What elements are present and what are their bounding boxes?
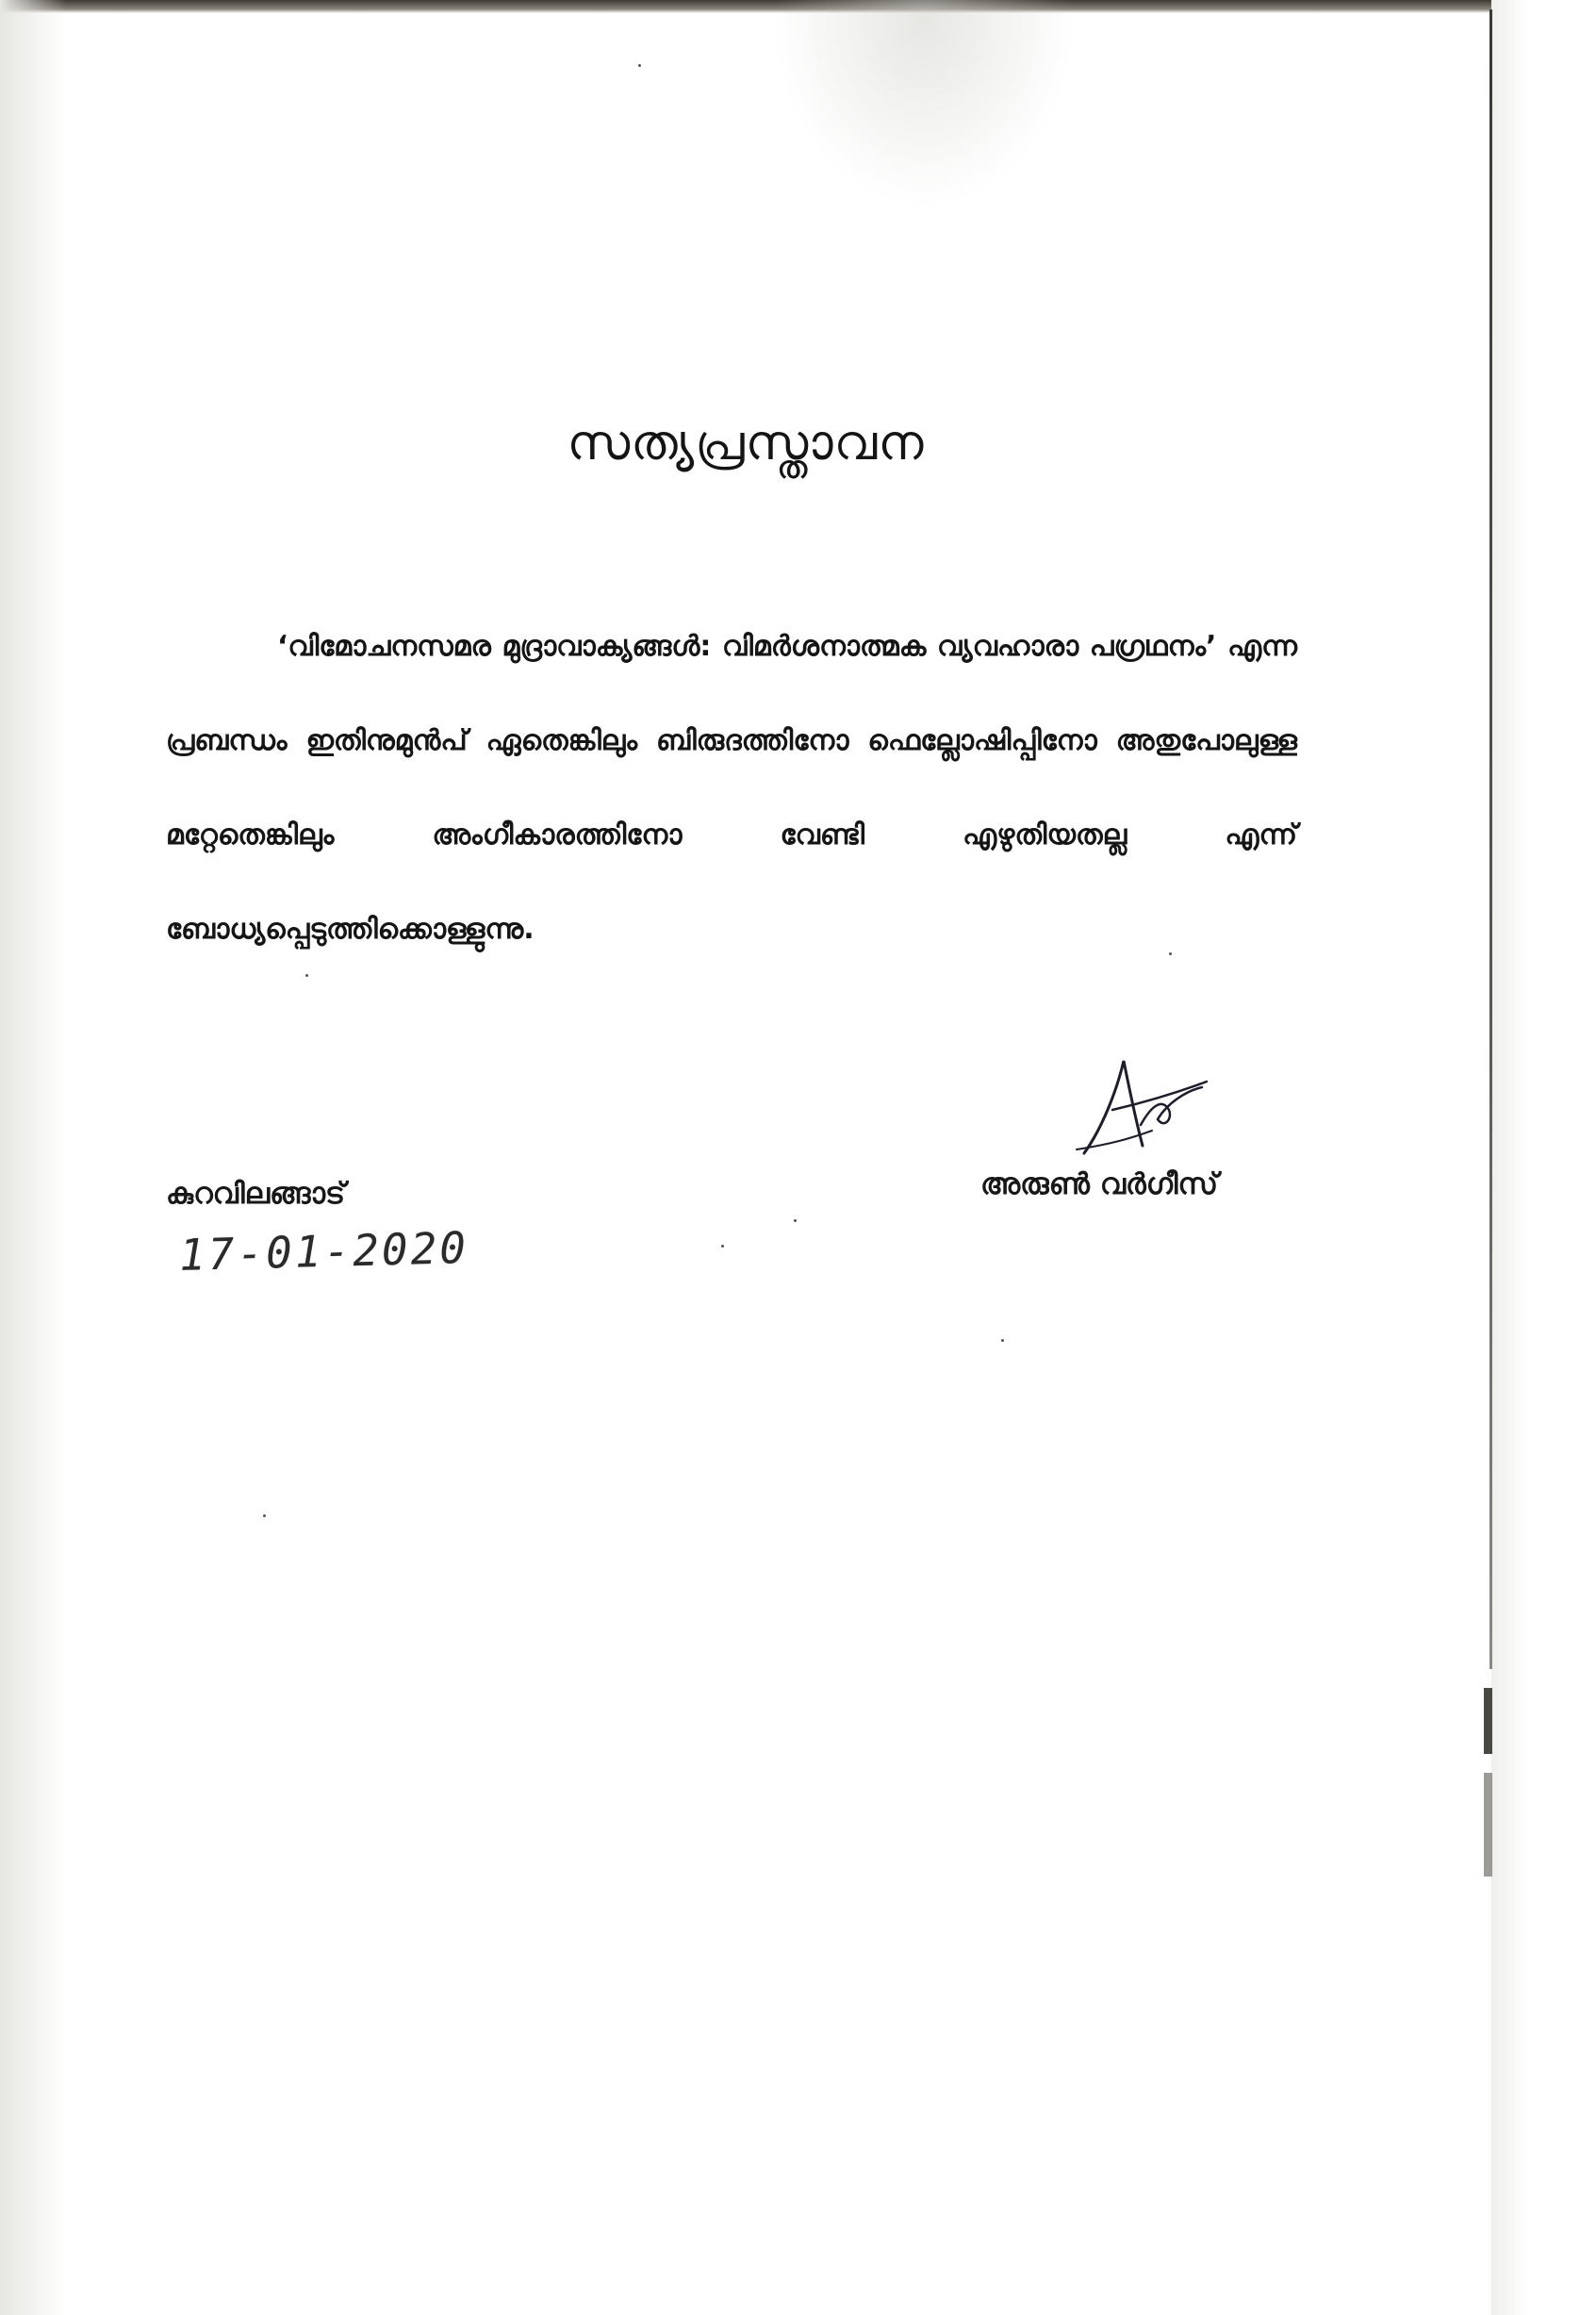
dust-speck bbox=[638, 64, 641, 67]
scan-left-shadow bbox=[0, 0, 66, 2315]
declaration-paragraph: ‘വിമോചനസമര മുദ്രാവാക്യങ്ങൾ: വിമർശനാത്മക വ്യവഹാരാ പഗ്രഥനം’ എന്ന പ്രബന്ധം ഇതിനുമുൻപ് ഏതെങ്കിലും ബിരുദത്തിനോ ഫെല്ലോഷിപ്പിനോ അതുപോലുള്ള മറ്റേതെങ്കിലും അംഗീകാരത്തിനോ വേണ്ടി എഴുതിയതല്ല എന്ന് ബോധ്യപ്പെടുത്തിക്കൊള്ളുന്നു. bbox=[166, 630, 1297, 946]
page-title: സത്യപ്രസ്താവന bbox=[567, 415, 925, 471]
place-name: കുറവിലങ്ങാട് bbox=[166, 1177, 346, 1211]
dust-speck bbox=[794, 1219, 797, 1222]
handwritten-date: 17-01-2020 bbox=[178, 1221, 469, 1282]
dust-speck bbox=[721, 1245, 724, 1248]
dust-speck bbox=[263, 1514, 266, 1517]
page-edge-line bbox=[1489, 9, 1492, 1669]
signatory-name: അരുൺ വർഗീസ് bbox=[980, 1167, 1218, 1201]
scan-right-margin bbox=[1491, 0, 1596, 2315]
dust-speck bbox=[1001, 1339, 1004, 1342]
page-edge-mark bbox=[1484, 1688, 1492, 1754]
page-edge-mark bbox=[1484, 1773, 1492, 1877]
signature-mark bbox=[1075, 1051, 1216, 1160]
scan-glare bbox=[773, 0, 1075, 207]
